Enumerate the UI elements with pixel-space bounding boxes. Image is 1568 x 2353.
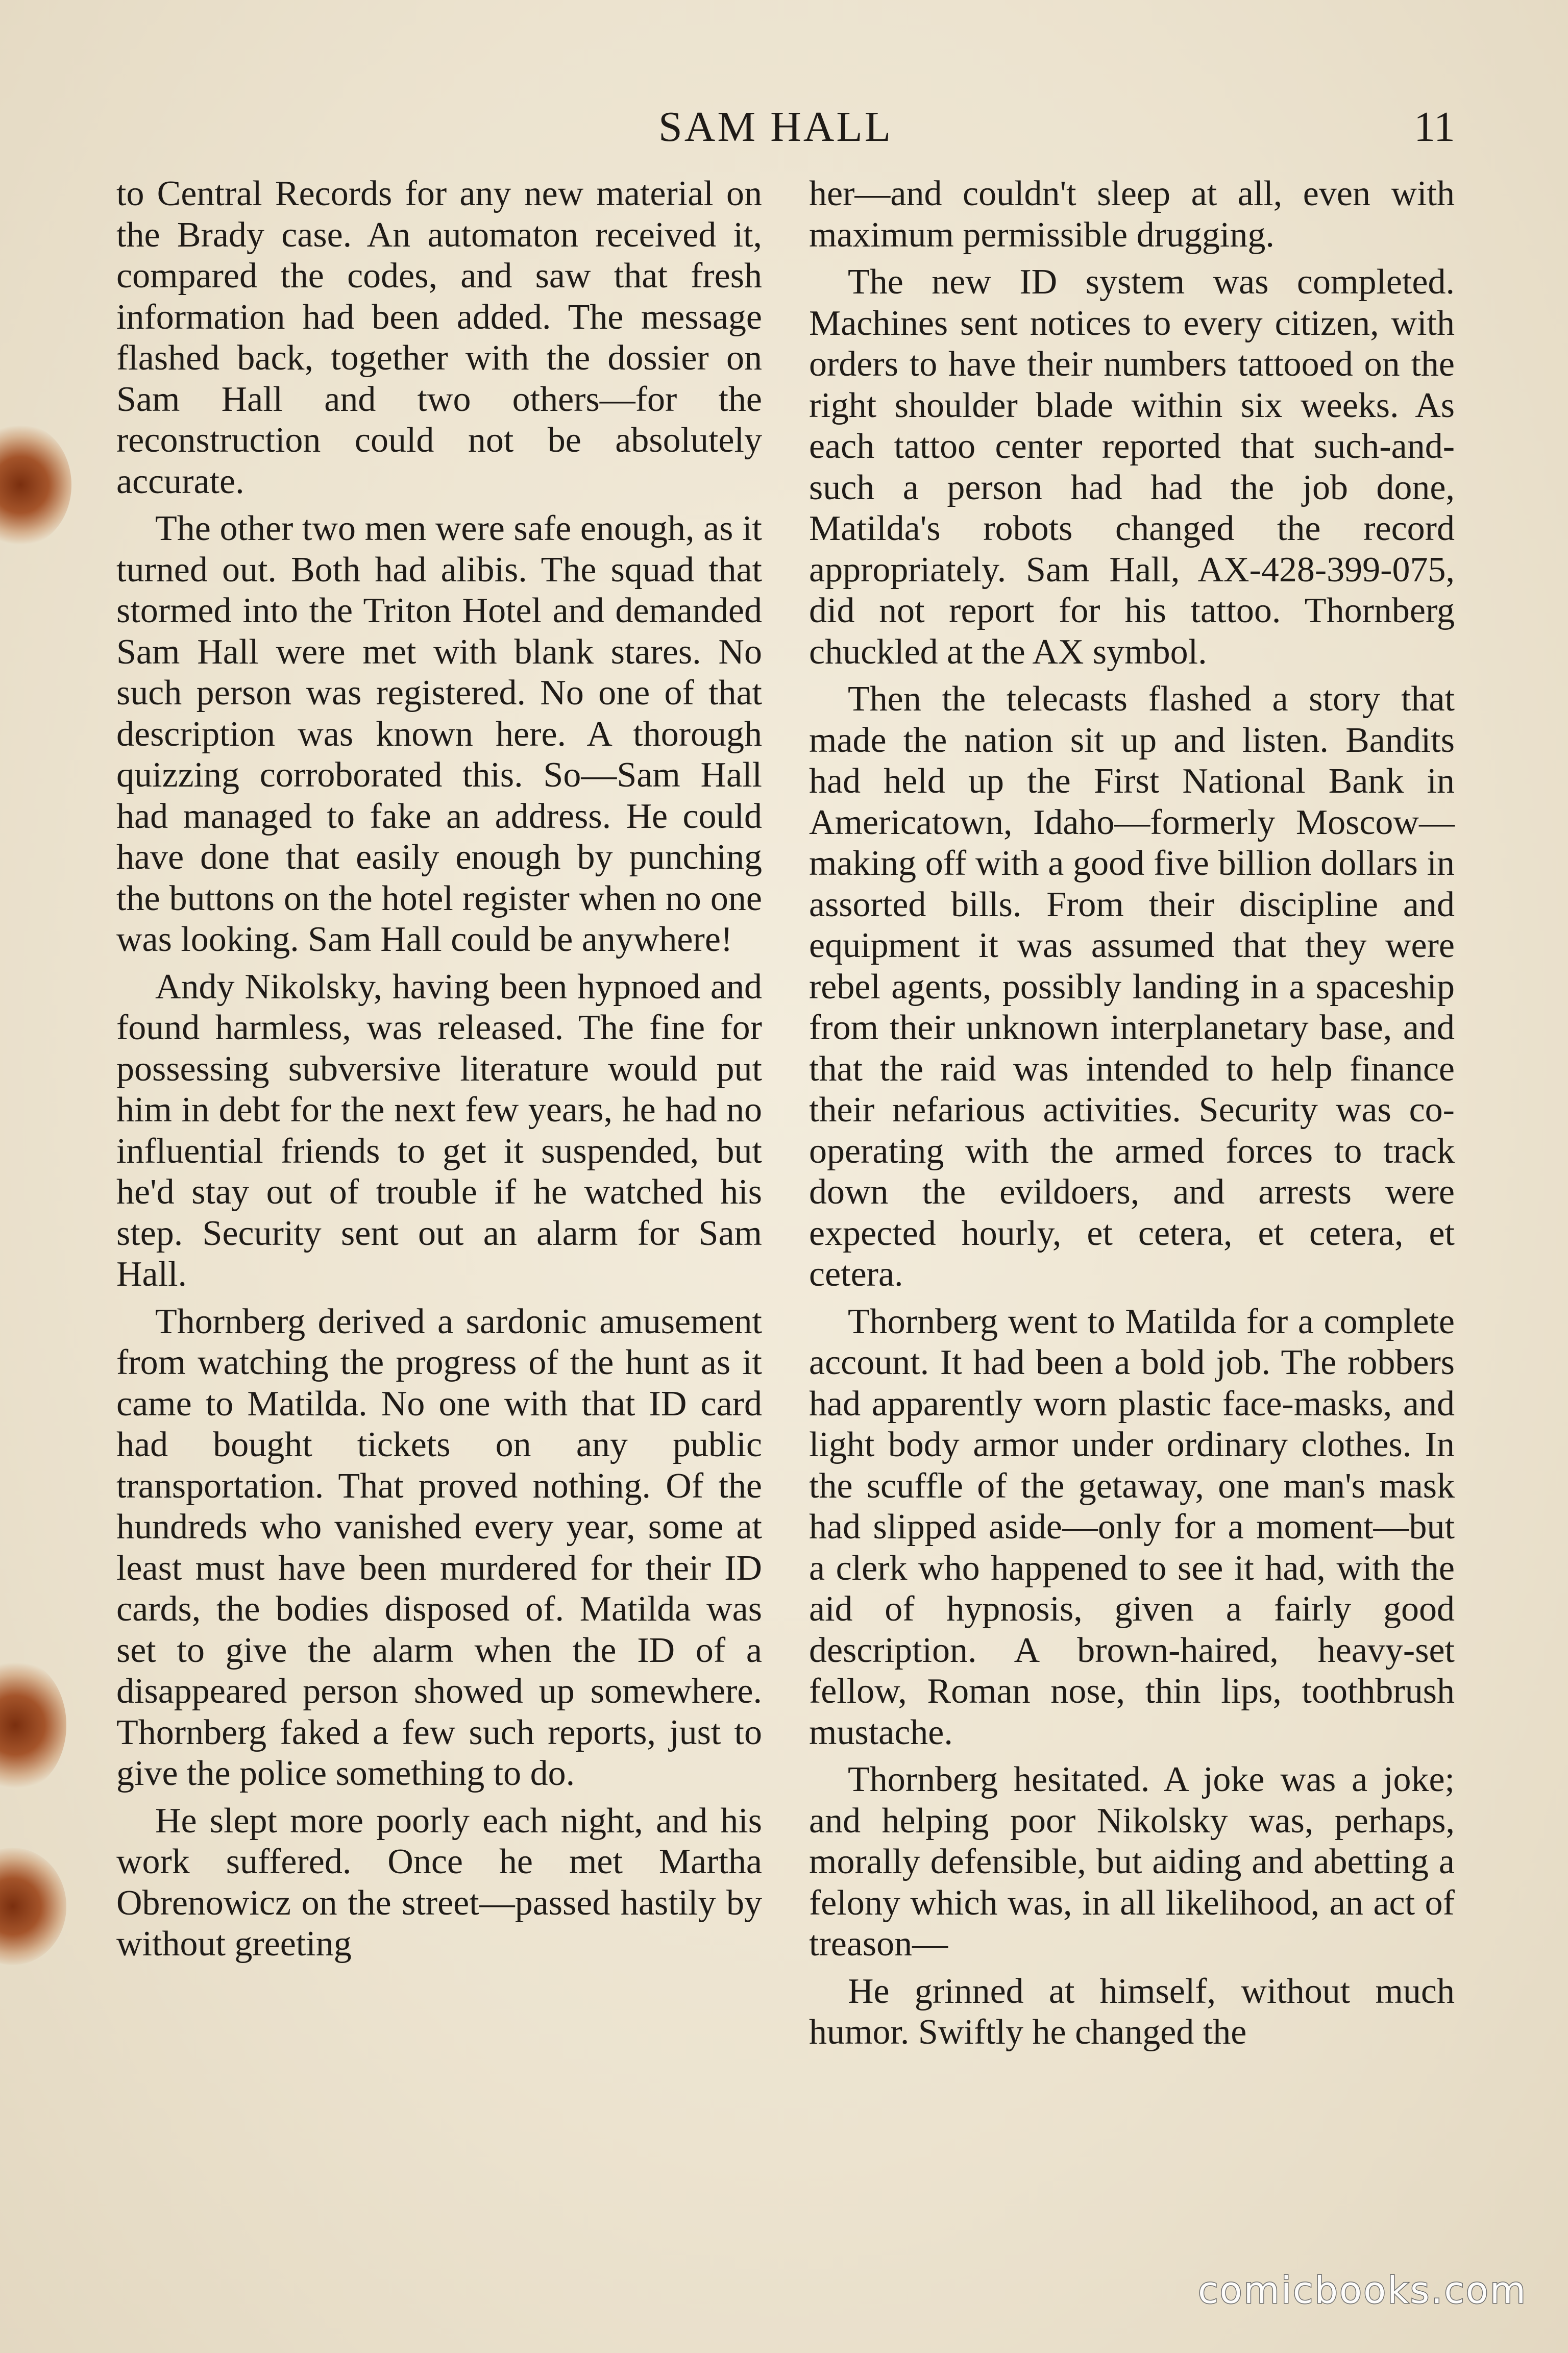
paragraph: her—and couldn't sleep at all, even with maximum permissible drugging. (809, 174, 1455, 255)
paragraph: Andy Nikolsky, having been hypnoed and found harmless, was released. The fine for possessing subversive literature would put him in debt for the next few years, he had no influential friends to get it suspended, but he'd stay out of trouble if he watched his step. Security sent out an alarm for Sam Hall. (116, 967, 762, 1294)
paragraph: Thornberg hesitated. A joke was a joke; and helping poor Nikolsky was, perhaps, morally defensible, but aiding and abetting a felony which was, in all likelihood, an act of treason— (809, 1760, 1455, 1964)
left-column (116, 174, 762, 1971)
paragraph: Thornberg went to Matilda for a complete account. It had been a bold job. The robbers had apparently worn plastic face-masks, and light body armor under ordinary clothes. In the scuffle of the getaway, one man's mask had slipped aside—only for a moment—but a clerk who happened to see it had, with the aid of hypnosis, given a fairly good description. A brown-haired, heavy-set fellow, Roman nose, thin lips, toothbrush mustache. (809, 1302, 1455, 1752)
page-stain (0, 1659, 66, 1792)
page-number: 11 (1414, 103, 1455, 151)
page-stain (0, 1848, 66, 1965)
paragraph: He slept more poorly each night, and his work suffered. Once he met Martha Obrenowicz on the street—passed hastily by without greeting (116, 1801, 762, 1964)
page-header (0, 102, 1568, 158)
paragraph: Then the telecasts flashed a story that made the nation sit up and listen. Bandits had held up the First National Bank in Americatown, Idaho—formerly Moscow—making off with a good five billion dollars in assorted bills. From their discipline and equipment it was assumed that they were rebel agents, possibly landing in a spaceship from their unknown interplanetary base, and that the raid was intended to help finance their nefarious activities. Security was co-operating with the armed forces to track down the evildoers, and arrests were expected hourly, et cetera, et cetera, et cetera. (809, 679, 1455, 1294)
paragraph: The other two men were safe enough, as it turned out. Both had alibis. The squad that stormed into the Triton Hotel and demanded Sam Hall were met with blank stares. No such person was registered. No one of that description was known here. A thorough quizzing corroborated this. So—Sam Hall had managed to fake an address. He could have done that easily enough by punching the buttons on the hotel register when no one was looking. Sam Hall could be anywhere! (116, 509, 762, 959)
paragraph: He grinned at himself, without much humor. Swiftly he changed the (809, 1971, 1455, 2052)
right-column (809, 174, 1455, 2060)
paragraph: Thornberg derived a sardonic amusement from watching the progress of the hunt as it came to Matilda. No one with that ID card had bought tickets on any public transportation. That proved nothing. Of the hundreds who vanished every year, some at least must have been murdered for their ID cards, the bodies disposed of. Matilda was set to give the alarm when the ID of a disappeared person showed up somewhere. Thornberg faked a few such reports, just to give the police something to do. (116, 1302, 762, 1793)
page-stain (0, 424, 71, 546)
watermark: comicbooks.com (1197, 2269, 1527, 2312)
paragraph: to Central Records for any new material on the Brady case. An automaton received it, compared the codes, and saw that fresh information had been added. The message flashed back, together with the dossier on Sam Hall and two others—for the reconstruction could not be absolutely accurate. (116, 174, 762, 501)
paragraph: The new ID system was completed. Machines sent notices to every citizen, with orders to have their numbers tattooed on the right shoulder blade within six weeks. As each tattoo center reported that such-and-such a person had had the job done, Matilda's robots changed the record appropriately. Sam Hall, AX-428-399-075, did not report for his tattoo. Thornberg chuckled at the AX symbol. (809, 262, 1455, 672)
running-title: SAM HALL (658, 103, 893, 151)
